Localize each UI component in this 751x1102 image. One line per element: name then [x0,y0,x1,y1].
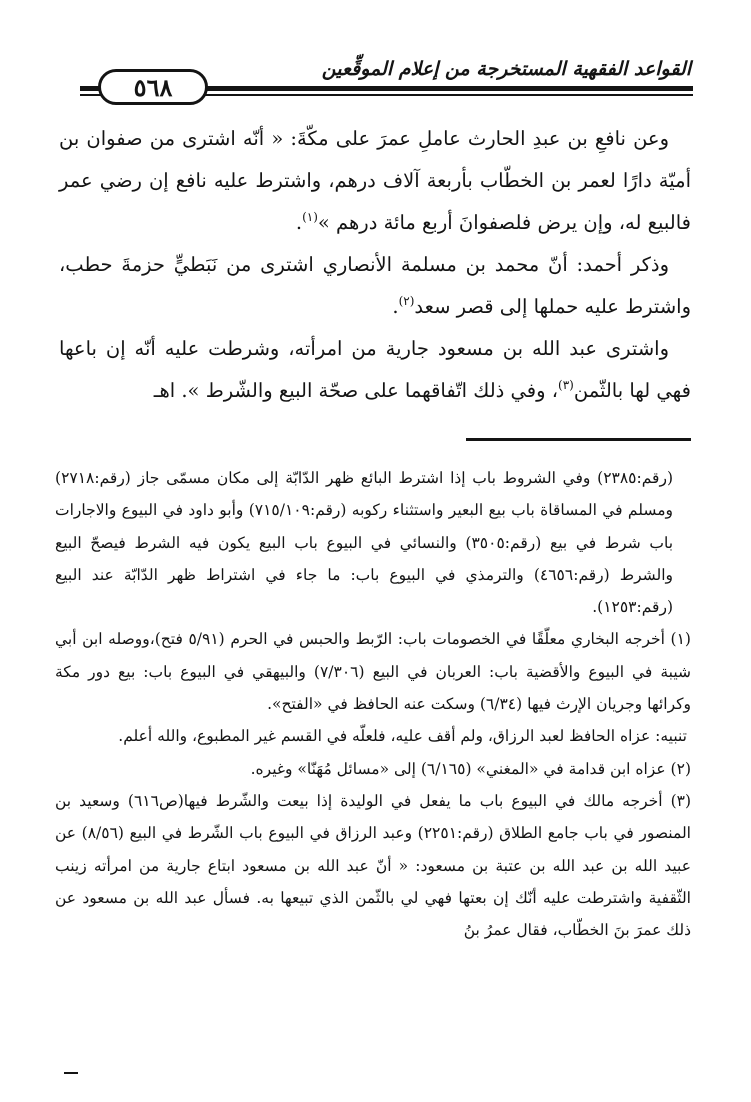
footnote-2-text: عزاه ابن قدامة في «المغني» (٦/١٦٥) إلى «مسائل مُهَنّا» وغيره. [250,759,666,778]
footnote-ref-1: (١) [302,210,318,224]
paragraph-2-text: وذكر أحمد: أنّ محمد بن مسلمة الأنصاري اشترى من نَبَطيٍّ حزمةَ حطب، واشترط عليه حملها إلى قصر سعد [59,253,691,318]
paragraph-2 [59,244,691,328]
paragraph-1-tail: . [295,211,303,234]
footnote-1-note [55,720,691,752]
paragraph-3-text: واشترى عبد الله بن مسعود جارية من امرأته، وشرطت عليه أنّه إن باعها فهي لها بالثّمن [59,337,691,402]
continuation-dash [64,1072,78,1074]
footnote-3-text: أخرجه مالك في البيوع باب ما يفعل في الوليدة إذا بيعت والشّرط فيها(ص٦١٦) وسعيد بن المنصور في باب جامع الطلاق (رقم:٢٢٥١) وعبد الرزاق في البيوع باب الشّرط في البيع (٨/٥٦) عن عبيد الله بن عبد الله بن عتبة بن مسعود: « أنّ عبد الله بن مسعود ابتاع جارية من امرأته زينب الثّقفية واشترطت عليه أنّك إن بعتها فهي لي بالثّمن الذي تبيعها به. فسأل عبد الله بن مسعود عن ذلك عمرَ بنَ الخطّاب، فقال عمرُ بنُ [55,791,691,940]
footnote-ref-3: (٣) [558,378,574,392]
paragraph-3-tail: ، وفي ذلك اتّفاقهما على صحّة البيع والشّرط ». اهـ [153,379,559,402]
footnote-1-text: أخرجه البخاري معلّقًا في الخصومات باب: الرّبط والحبس في الحرم (٥/٩١ فتح)،ووصله ابن أبي شيبة في البيوع والأقضية باب: العربان في البيع (٧/٣٠٦) والبيهقي في البيوع باب: بيع دور مكة وكرائها وجريان الإرث فيها (٦/٣٤) وسكت عنه الحافظ في «الفتح». [55,630,692,714]
footnote-3-number: (٣) [670,791,692,810]
footnote-1 [55,623,691,720]
footnote-separator [466,438,691,441]
footnote-2-number: (٢) [670,759,691,778]
paragraph-3 [59,328,691,412]
footnote-2 [55,753,691,785]
page-number: ٥٦٨ [98,69,208,105]
paragraph-2-tail: . [392,295,399,318]
footnote-ref-2: (٢) [398,294,415,308]
footnote-continuation: (رقم:٢٣٨٥) وفي الشروط باب إذا اشترط البائع ظهر الدّابّة إلى مكان مسمّى جاز (رقم:٢٧١٨) ومسلم في المساقاة باب بيع البعير واستثناء ركوبه (رقم:٧١٥/١٠٩) وأبو داود في البيوع والاجارات باب شرط في بيع (رقم:٣٥٠٥) والنسائي في البيوع باب البيع يكون فيه الشرط فيصحّ البيع والشرط (رقم:٤٦٥٦) والترمذي في البيوع باب: ما جاء في اشتراط ظهر الدّابّة عند البيع (رقم:١٢٥٣). [55,469,674,617]
footnote-3 [55,785,691,946]
running-title: القواعد الفقهية المستخرجة من إعلام الموقِّعين [321,58,691,80]
footnotes [55,462,691,946]
main-text [59,118,691,412]
footnote-note-text: تنبيه: عزاه الحافظ لعبد الرزاق، ولم أقف عليه، فلعلّه في القسم غير المطبوع، والله أعلم. [118,727,687,746]
footnote-1-number: (١) [670,630,691,649]
paragraph-1 [59,118,691,244]
paragraph-1-text: وعن نافعِ بن عبدِ الحارث عاملِ عمرَ على مكّةَ: « أنّه اشترى من صفوان بن أميّة دارًا لعمر بن الخطّاب بأربعة آلاف درهم، واشترط عليه نافع إن رضي عمر فالبيع له، وإن يرض فلصفوانَ أربع مائة درهم » [59,127,691,234]
